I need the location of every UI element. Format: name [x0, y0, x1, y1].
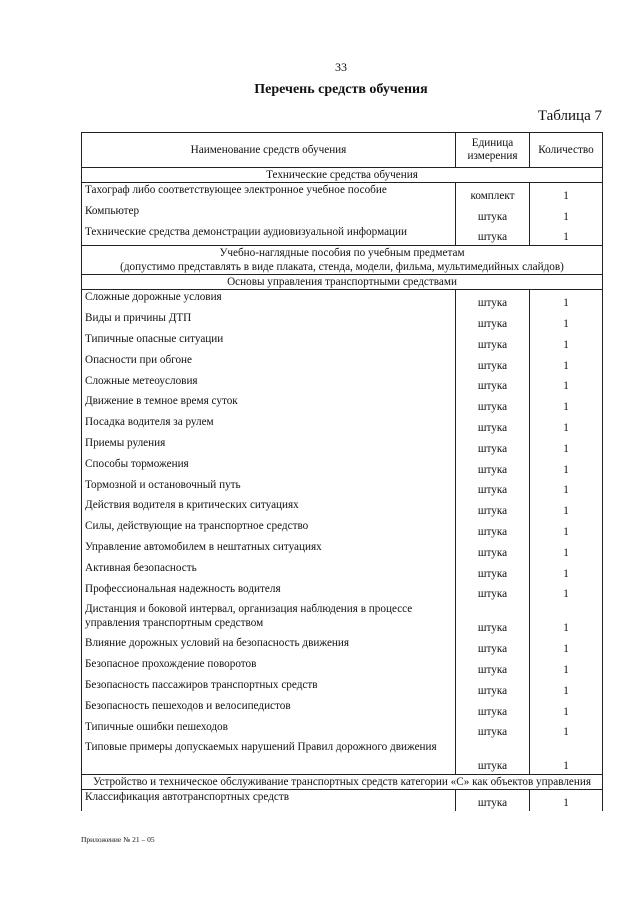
header-qty: Количество: [530, 133, 603, 168]
header-unit: Единица измерения: [456, 133, 530, 168]
cell-qty: 1: [530, 561, 603, 582]
cell-qty: 1: [530, 699, 603, 720]
table-row: [82, 561, 603, 582]
section-technical-text: Технические средства обучения: [266, 169, 418, 181]
cell-unit: штука: [456, 374, 530, 395]
table-row: [82, 498, 603, 519]
section-visual-aids-text: Учебно-наглядные пособия по учебным предметам: [219, 247, 465, 260]
table-row: [82, 374, 603, 395]
cell-unit: штука: [456, 790, 530, 811]
cell-unit: штука: [456, 394, 530, 415]
cell-qty: 1: [530, 582, 603, 603]
table-row: [82, 311, 603, 332]
cell-unit: штука: [456, 457, 530, 478]
section-vehicle-maintenance-text: Устройство и техническое обслуживание транспортных средств категории «С» как объектов управления: [92, 776, 591, 789]
cell-name: Управление автомобилем в нештатных ситуациях: [82, 540, 456, 561]
cell-unit: штука: [456, 478, 530, 499]
cell-name: Типовые примеры допускаемых нарушений Правил дорожного движения: [82, 740, 456, 775]
table-row: [82, 457, 603, 478]
cell-name: Сложные дорожные условия: [82, 290, 456, 311]
table-row: [82, 602, 603, 636]
table-row: [82, 353, 603, 374]
section-visual-aids: [82, 246, 603, 275]
section-driving-basics-title: [82, 275, 603, 290]
table-row: [82, 225, 603, 246]
table-label: Таблица 7: [537, 108, 602, 124]
cell-qty: 1: [530, 225, 603, 246]
cell-name: Влияние дорожных условий на безопасность движения: [82, 636, 456, 657]
header-row: [82, 133, 603, 168]
cell-qty: 1: [530, 678, 603, 699]
cell-unit: штука: [456, 415, 530, 436]
section-driving-basics-text: Основы управления транспортными средствами: [227, 276, 457, 289]
training-means-table: [81, 132, 603, 811]
table-row: [82, 720, 603, 741]
header-name: Наименование средств обучения: [82, 133, 456, 168]
cell-qty: 1: [530, 498, 603, 519]
cell-qty: 1: [530, 519, 603, 540]
table-row: [82, 678, 603, 699]
cell-unit: штука: [456, 519, 530, 540]
cell-name: Типичные ошибки пешеходов: [82, 720, 456, 741]
cell-qty: 1: [530, 636, 603, 657]
section-technical: [82, 168, 603, 183]
section-vehicle-maintenance-title: [82, 775, 603, 790]
cell-unit: штука: [456, 699, 530, 720]
cell-qty: 1: [530, 790, 603, 811]
cell-unit: штука: [456, 353, 530, 374]
document-title: Перечень средств обучения: [254, 82, 428, 97]
table-row: [82, 290, 603, 311]
cell-name: Профессиональная надежность водителя: [82, 582, 456, 603]
cell-unit: штука: [456, 225, 530, 246]
cell-qty: 1: [530, 540, 603, 561]
table-row: [82, 183, 603, 204]
cell-unit: штука: [456, 290, 530, 311]
cell-unit: штука: [456, 678, 530, 699]
table-row: [82, 394, 603, 415]
cell-qty: 1: [530, 311, 603, 332]
cell-qty: 1: [530, 657, 603, 678]
cell-qty: 1: [530, 332, 603, 353]
section-visual-aids-title: [82, 246, 603, 275]
cell-name: Действия водителя в критических ситуациях: [82, 498, 456, 519]
cell-name: Опасности при обгоне: [82, 353, 456, 374]
cell-name: Силы, действующие на транспортное средство: [82, 519, 456, 540]
section-driving-basics: [82, 275, 603, 290]
cell-unit: комплект: [456, 183, 530, 204]
section-technical-title: [82, 168, 603, 183]
table-row: [82, 582, 603, 603]
cell-qty: 1: [530, 374, 603, 395]
cell-name: Приемы руления: [82, 436, 456, 457]
cell-qty: 1: [530, 602, 603, 636]
cell-unit: штука: [456, 332, 530, 353]
cell-qty: 1: [530, 740, 603, 775]
table-row: [82, 204, 603, 225]
table-row: [82, 540, 603, 561]
cell-qty: 1: [530, 183, 603, 204]
table-row: [82, 790, 603, 811]
cell-name: Тормозной и остановочный путь: [82, 478, 456, 499]
cell-qty: 1: [530, 290, 603, 311]
table-body: [82, 133, 603, 812]
cell-unit: штука: [456, 657, 530, 678]
cell-name: Виды и причины ДТП: [82, 311, 456, 332]
cell-name: Активная безопасность: [82, 561, 456, 582]
cell-name: Тахограф либо соответствующее электронное учебное пособие: [82, 183, 456, 204]
cell-qty: 1: [530, 204, 603, 225]
cell-name: Способы торможения: [82, 457, 456, 478]
page-number: 33: [335, 60, 347, 74]
cell-unit: штука: [456, 720, 530, 741]
cell-name: Компьютер: [82, 204, 456, 225]
table-row: [82, 699, 603, 720]
cell-qty: 1: [530, 353, 603, 374]
cell-unit: штука: [456, 436, 530, 457]
table-row: [82, 415, 603, 436]
cell-unit: штука: [456, 740, 530, 775]
cell-unit: штука: [456, 311, 530, 332]
cell-qty: 1: [530, 436, 603, 457]
cell-name: Технические средства демонстрации аудиовизуальной информации: [82, 225, 456, 246]
cell-unit: штука: [456, 204, 530, 225]
table-row: [82, 636, 603, 657]
table-row: [82, 740, 603, 775]
cell-name: Безопасное прохождение поворотов: [82, 657, 456, 678]
section-vehicle-maintenance: [82, 775, 603, 790]
cell-unit: штука: [456, 636, 530, 657]
table-row: [82, 332, 603, 353]
cell-unit: штука: [456, 498, 530, 519]
cell-name: Дистанция и боковой интервал, организация наблюдения в процессе управления транспортным средством: [82, 602, 456, 636]
cell-name: Типичные опасные ситуации: [82, 332, 456, 353]
cell-name: Безопасность пешеходов и велосипедистов: [82, 699, 456, 720]
cell-name: Движение в темное время суток: [82, 394, 456, 415]
cell-unit: штука: [456, 540, 530, 561]
cell-name: Безопасность пассажиров транспортных средств: [82, 678, 456, 699]
table-row: [82, 478, 603, 499]
footer-note: Приложение № 21 – 05: [81, 835, 155, 844]
table-row: [82, 657, 603, 678]
cell-unit: штука: [456, 561, 530, 582]
cell-qty: 1: [530, 720, 603, 741]
cell-qty: 1: [530, 478, 603, 499]
cell-name: Сложные метеоусловия: [82, 374, 456, 395]
table-row: [82, 519, 603, 540]
cell-qty: 1: [530, 457, 603, 478]
cell-unit: штука: [456, 602, 530, 636]
cell-name: Посадка водителя за рулем: [82, 415, 456, 436]
section-visual-aids-text: (допустимо представлять в виде плаката, стенда, модели, фильма, мультимедийных слайдов): [120, 261, 564, 274]
cell-qty: 1: [530, 415, 603, 436]
cell-unit: штука: [456, 582, 530, 603]
table-row: [82, 436, 603, 457]
cell-qty: 1: [530, 394, 603, 415]
cell-name: Классификация автотранспортных средств: [82, 790, 456, 811]
